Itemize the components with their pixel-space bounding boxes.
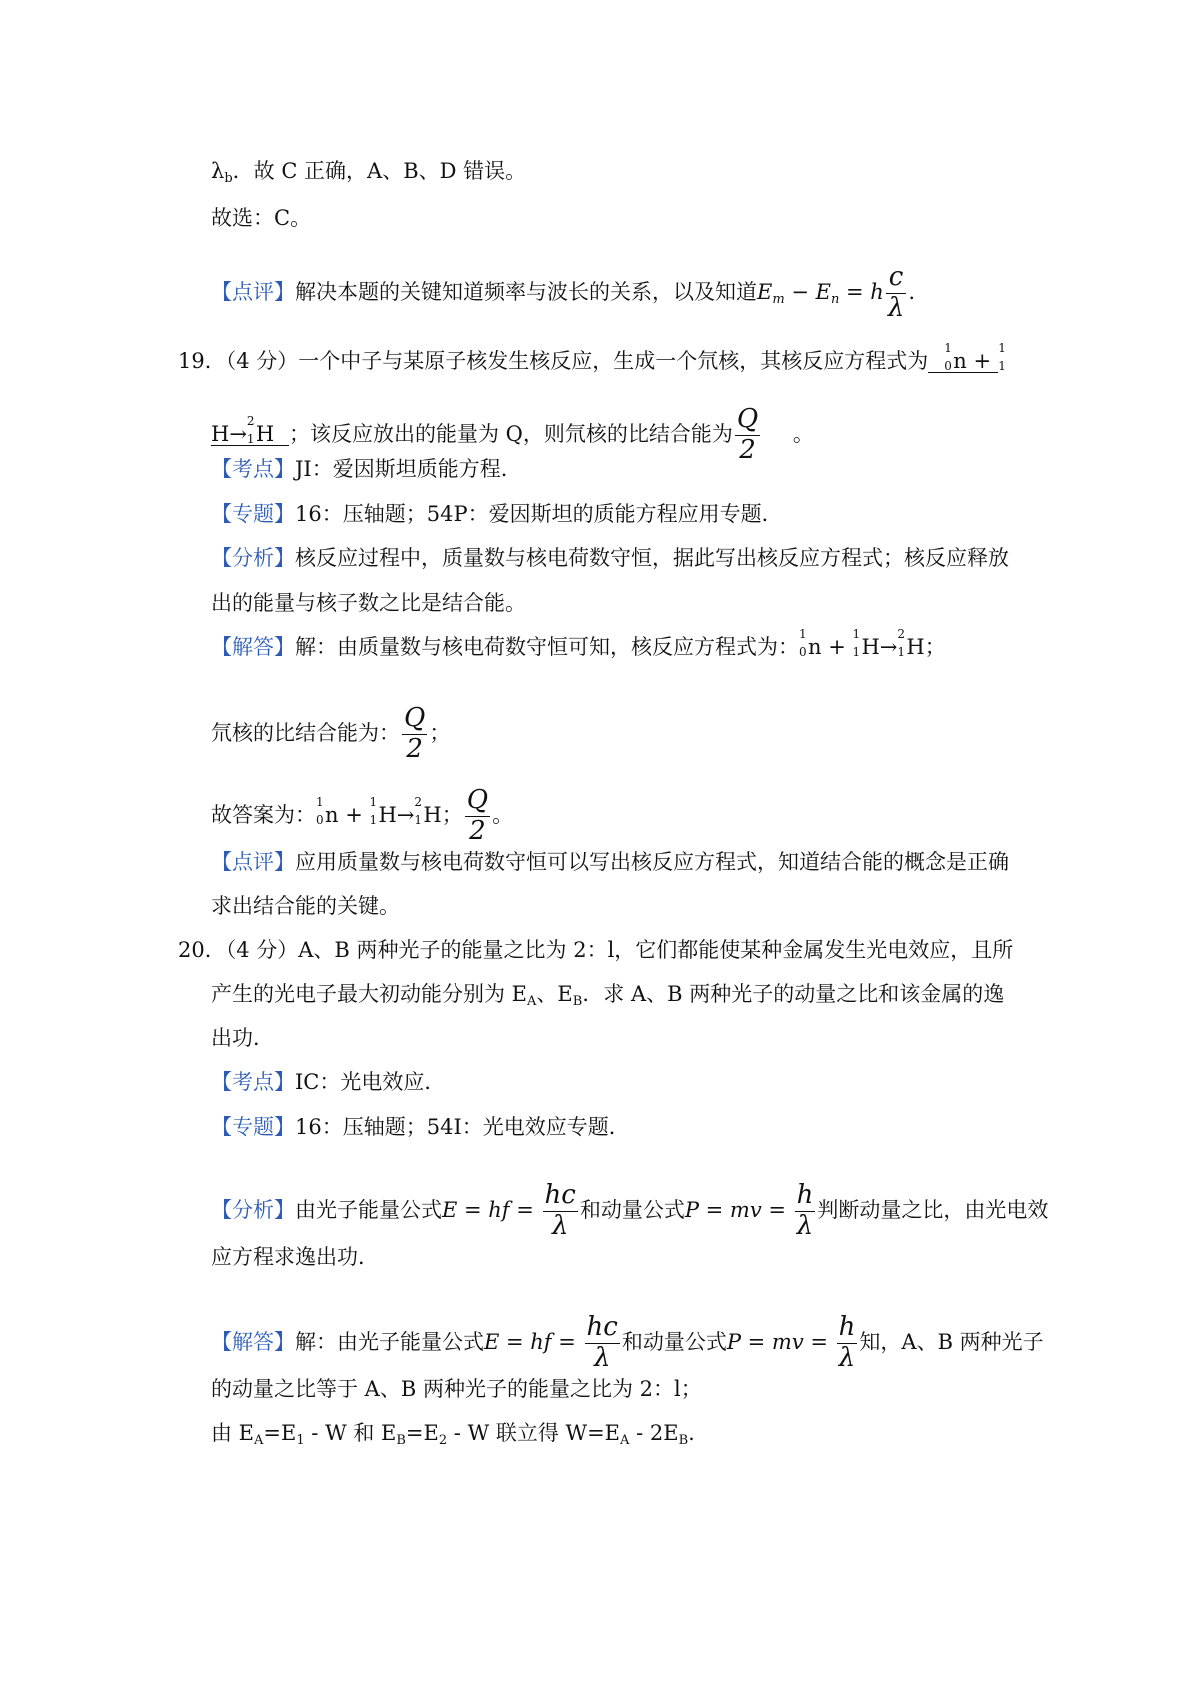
- q19-binding-energy: 氘核的比结合能为： $\frac{Q}{2}$ ；: [211, 703, 451, 764]
- q19-answer: 故答案为： 1 0 n + 1 1 H→ 2 1 H； $\frac{Q}{2}$ 。: [211, 785, 514, 846]
- q20-kaodian: 【考点】IC：光电效应．: [211, 1070, 446, 1094]
- formula-fraction: $\frac{c}{\lambda}$: [887, 262, 905, 323]
- review-tag: 【点评】: [211, 279, 295, 304]
- prev-line-1: $\lambda_b$．故 C 正确，A、B、D 错误。: [211, 159, 527, 186]
- prev-line-2: 故选：C。: [211, 206, 312, 230]
- q20-jieda-line-2: 的动量之比等于 A、B 两种光子的能量之比为 2：l；: [211, 1377, 702, 1401]
- q19-jieda: 【解答】解：由质量数与核电荷数守恒可知，核反应方程式为： 1 0 n + 1 1 H→ 2 1 H；: [211, 627, 946, 659]
- q19-fenxi: 【分析】核反应过程中，质量数与核电荷数守恒，据此写出核反应方程式；核反应释放: [211, 546, 1009, 570]
- question-20-line-3: 出功．: [211, 1026, 274, 1050]
- question-number: 19．: [178, 349, 226, 373]
- question-number: 20．: [178, 938, 226, 962]
- q20-zhuanti: 【专题】16：压轴题；54I：光电效应专题．: [211, 1115, 630, 1139]
- q19-zhuanti: 【专题】16：压轴题；54P：爱因斯坦的质能方程应用专题．: [211, 502, 783, 526]
- q19-kaodian: 【考点】JI：爱因斯坦质能方程．: [211, 457, 522, 481]
- question-20-line-2: 产生的光电子最大初动能分别为 $E_A$、$E_B$．求 A、B 两种光子的动量之比和该金属的逸: [211, 982, 1005, 1009]
- question-19-line-1: 19．（4 分）一个中子与某原子核发生核反应，生成一个氘核，其核反应方程式为 1 0 n + 1 1: [178, 341, 1006, 373]
- q20-jieda-line-3: 由 $E_A=E_1 - W$ 和 $E_B=E_2 - W$ 联立得 $W=E_A - 2E_B$.: [211, 1421, 695, 1448]
- q19-dianping: 【点评】应用质量数与核电荷数守恒可以写出核反应方程式，知道结合能的概念是正确: [211, 850, 1009, 874]
- prev-review: 【点评】解决本题的关键知道频率与波长的关系，以及知道$E_m - E_n = h$ $\frac{c}{\lambda}$ .: [211, 262, 915, 323]
- question-20-line-1: 20．（4 分）A、B 两种光子的能量之比为 2：l，它们都能使某种金属发生光电效应，且所: [178, 938, 1014, 962]
- q20-fenxi-cont: 应方程求逸出功．: [211, 1245, 379, 1269]
- q19-fenxi-cont: 出的能量与核子数之比是结合能。: [211, 591, 526, 615]
- q20-fenxi: 【分析】由光子能量公式E = hf = $\frac{hc}{\lambda}$ 和动量公式P = mv = $\frac{h}{\lambda}$ 判断动量之比，由光电效: [211, 1180, 1049, 1241]
- q19-dianping-cont: 求出结合能的关键。: [211, 894, 400, 918]
- q20-jieda: 【解答】解：由光子能量公式E = hf = $\frac{hc}{\lambda}$ 和动量公式P = mv = $\frac{h}{\lambda}$ 知，A、B 两种光子: [211, 1312, 1044, 1373]
- question-19-line-2: H→ 2 1 H ；该反应放出的能量为 Q，则氘核的比结合能为 $\frac{Q}{2}$ 。: [211, 404, 814, 465]
